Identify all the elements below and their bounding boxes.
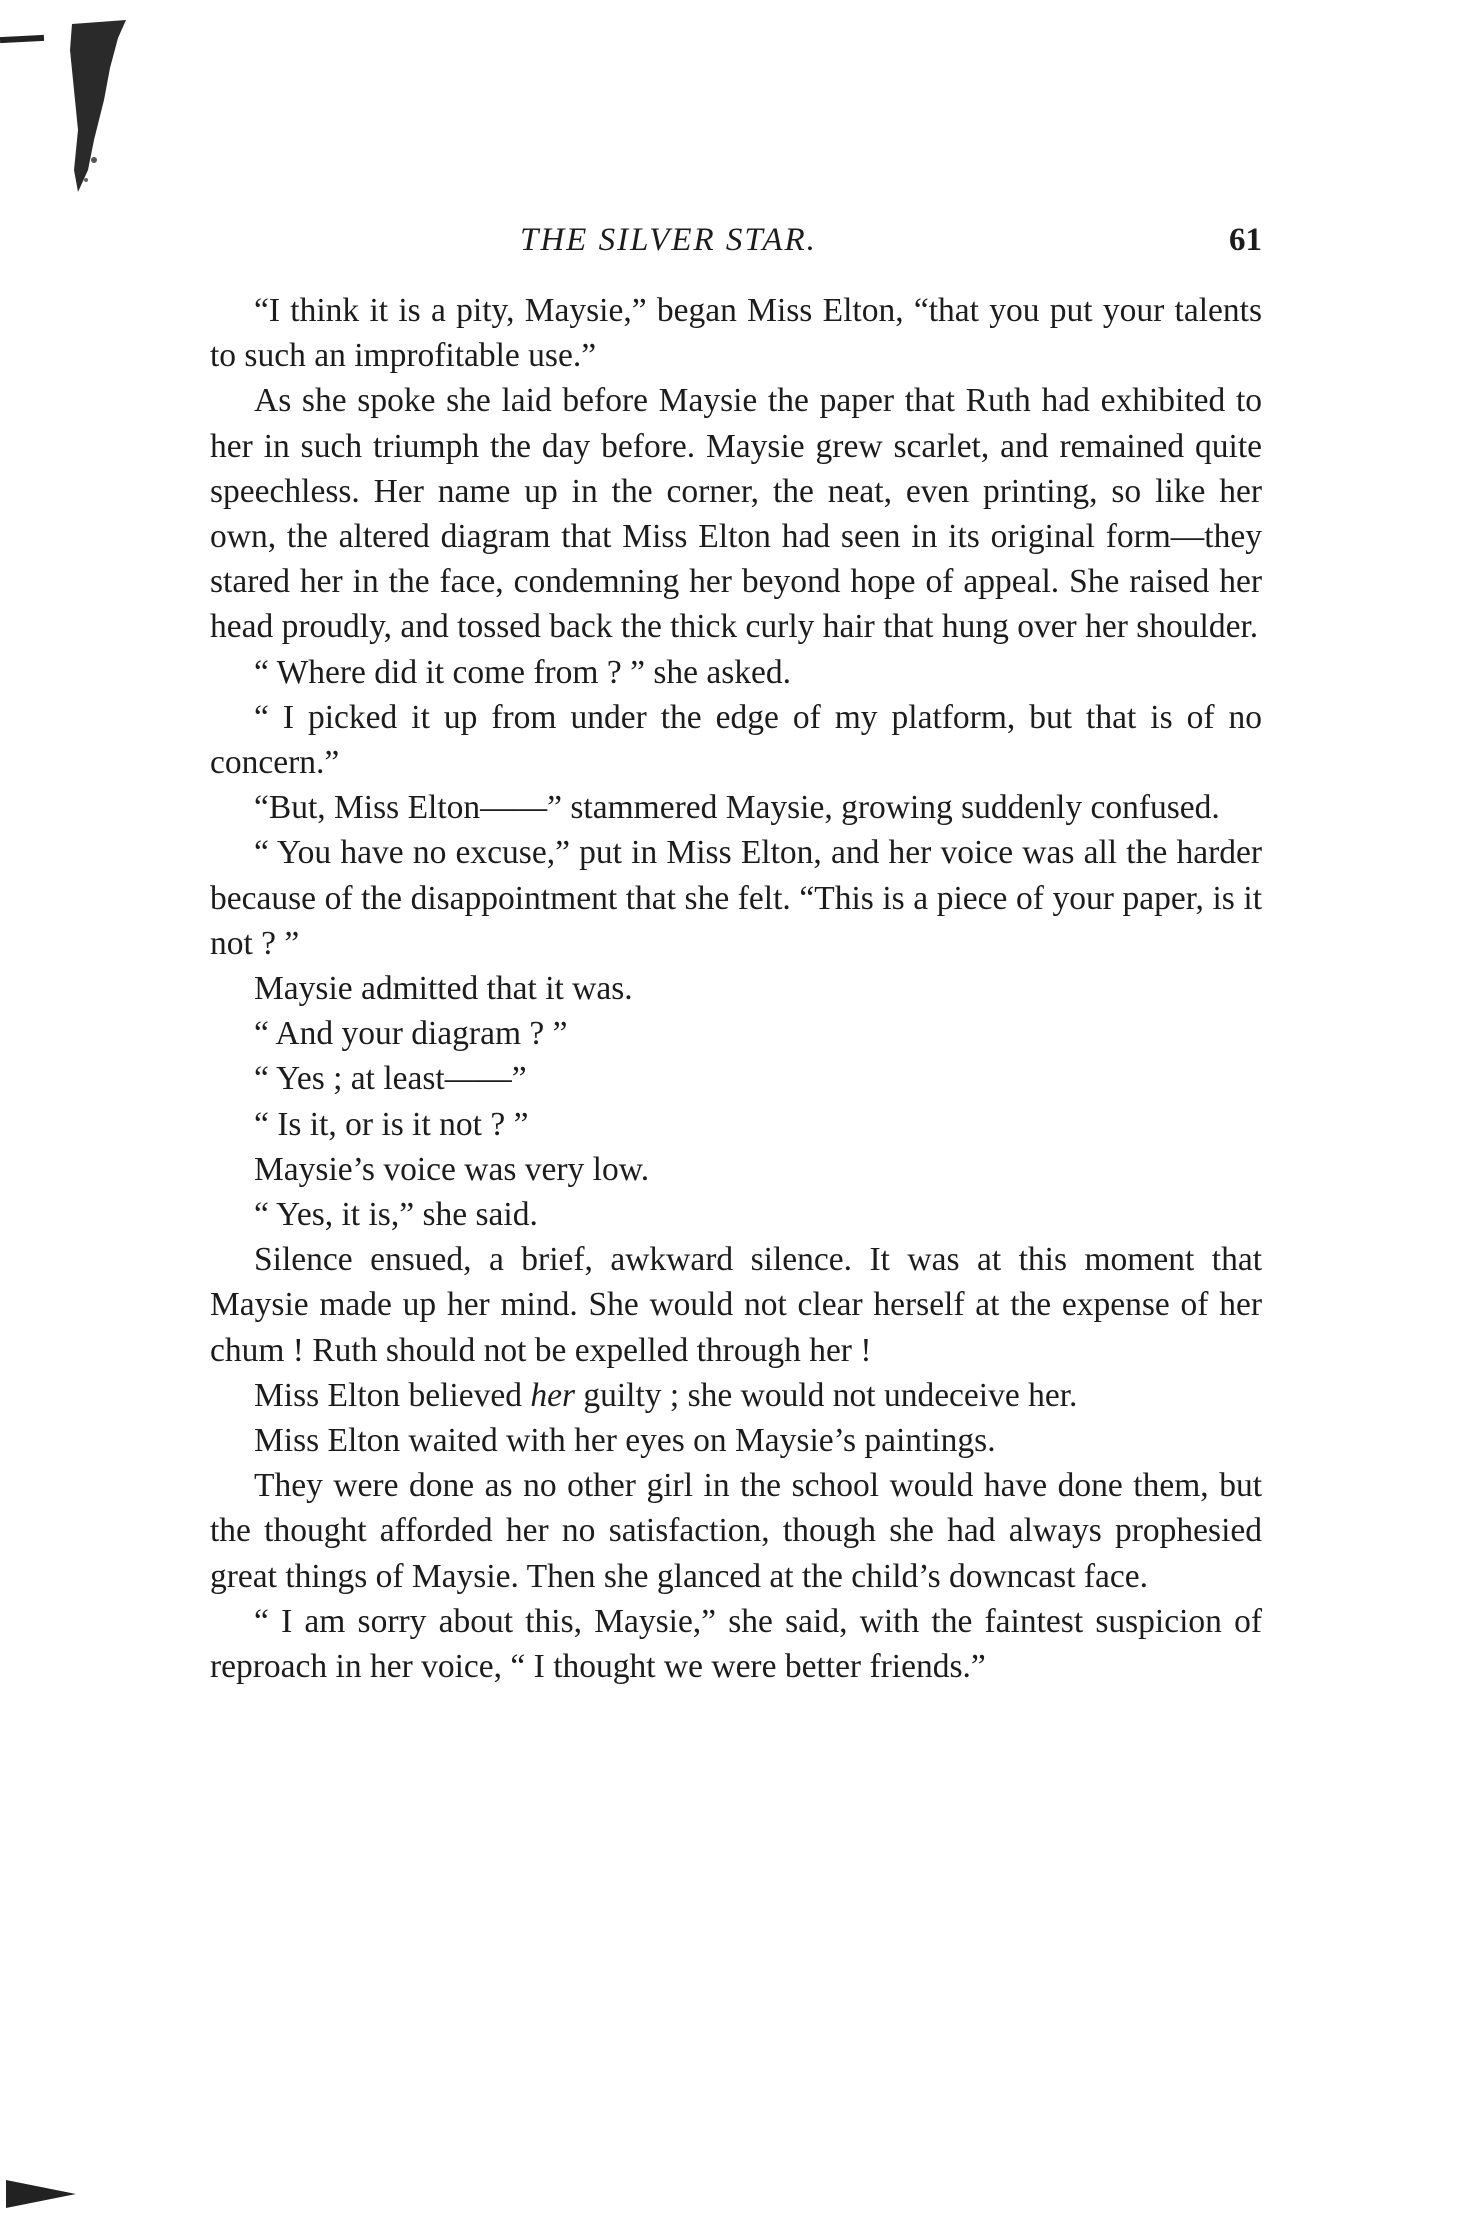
paragraph: They were done as no other girl in the school would have done them, but the thought afforded her no satisfaction, though she had always prophesied great things of Maysie. Then she glanced at the child’s downcast face. <box>210 1467 1262 1595</box>
text-run: Miss Elton believed <box>254 1376 531 1414</box>
paragraph: “ Yes, it is,” she said. <box>254 1196 538 1234</box>
ink-stain <box>64 20 134 195</box>
paragraph: Maysie admitted that it was. <box>254 970 633 1008</box>
paragraph: “ You have no excuse,” put in Miss Elton, and her voice was all the harder because of the disappointment that she felt. “This is a piece of your paper, is it not ? ” <box>210 834 1262 962</box>
paragraph: Silence ensued, a brief, awkward silence. It was at this moment that Maysie made up her mind. She would not clear herself at the expense of her chum ! Ruth should not be expelled through her ! <box>210 1241 1262 1369</box>
paragraph: “I think it is a pity, Maysie,” began Miss Elton, “that you put your talents to such an improfitable use.” <box>210 292 1262 375</box>
emphasis: her <box>530 1376 575 1414</box>
page-number: 61 <box>1229 222 1262 258</box>
paragraph: “But, Miss Elton——” stammered Maysie, growing suddenly confused. <box>254 789 1220 827</box>
paragraph: “ Is it, or is it not ? ” <box>254 1105 529 1143</box>
paragraph: “ I am sorry about this, Maysie,” she said, with the faintest suspicion of reproach in her voice, “ I thought we were better friends.” <box>210 1602 1262 1686</box>
running-title: THE SILVER STAR. <box>520 222 817 258</box>
margin-arrow <box>6 2180 76 2208</box>
running-head <box>210 212 1262 268</box>
paragraph: As she spoke she laid before Maysie the paper that Ruth had exhibited to her in such triumph the day before. Maysie grew scarlet, and remained quite speechless. Her name up in the corner, the neat, even printing, so like her own, the altered diagram that Miss Elton had seen in its original form—they stared her in the face, condemning her beyond hope of appeal. She raised her head proudly, and tossed back the thick curly hair that hung over her shoulder. <box>210 382 1262 646</box>
body-text <box>210 288 1262 1689</box>
paragraph: Maysie’s voice was very low. <box>254 1150 650 1188</box>
paragraph: “ I picked it up from under the edge of my platform, but that is of no concern.” <box>210 698 1262 782</box>
paragraph: “ Where did it come from ? ” she asked. <box>254 653 792 691</box>
text-run: guilty ; she would not undeceive her. <box>575 1376 1078 1414</box>
margin-mark <box>0 35 44 43</box>
paragraph: “ Yes ; at least——” <box>254 1060 527 1098</box>
paragraph: Miss Elton waited with her eyes on Maysie’s paintings. <box>254 1422 996 1460</box>
paragraph <box>210 1373 1262 1418</box>
paragraph: “ And your diagram ? ” <box>254 1015 568 1053</box>
